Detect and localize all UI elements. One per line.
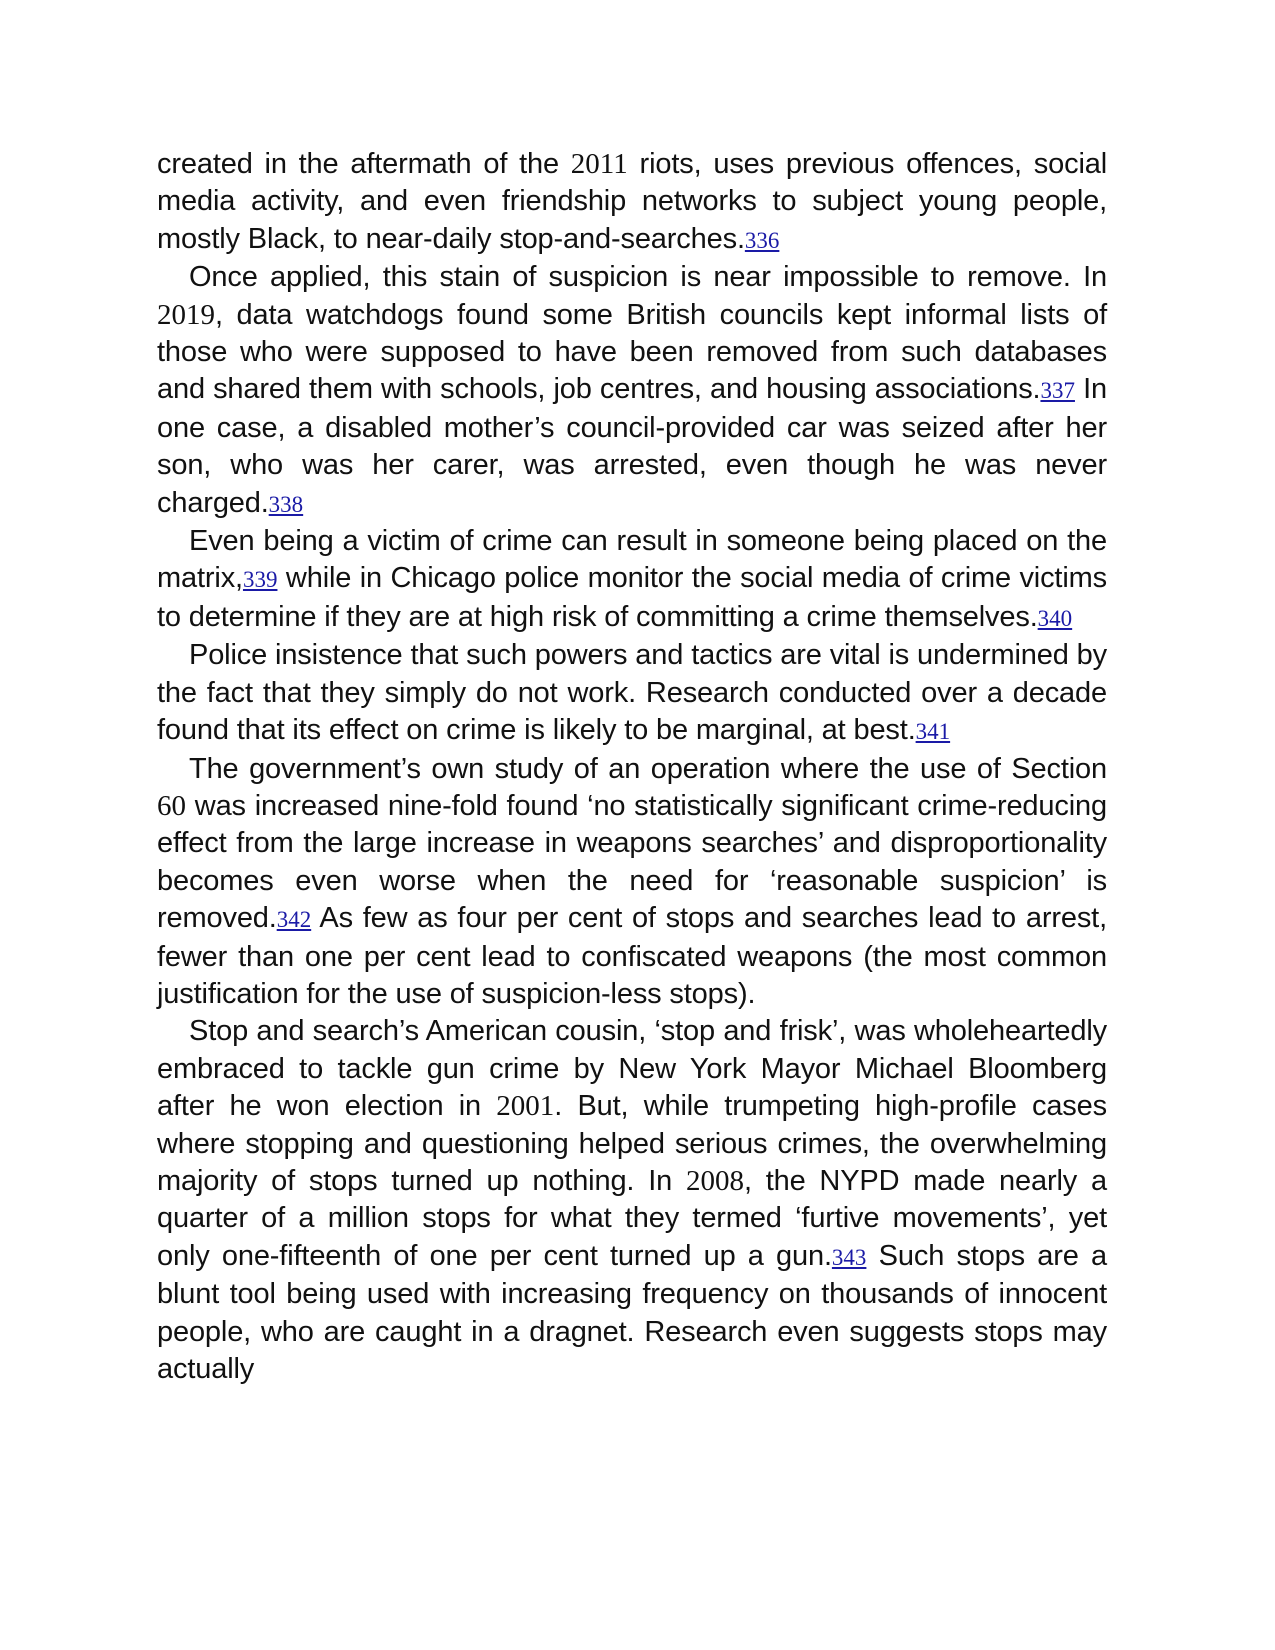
text-run: , data watchdogs found some British councils kept informal lists of those who were supposed to have been removed from such databases and shared them with schools, job centres, and housing associations. <box>157 298 1107 406</box>
footnote-link-337[interactable]: 337 <box>1040 378 1075 404</box>
text-run: Once applied, this stain of suspicion is near impossible to remove. In <box>189 261 1107 294</box>
paragraph-3 <box>157 523 1107 637</box>
document-page <box>157 146 1107 1388</box>
text-run: Even being a victim of crime can result in someone being placed on the matrix, <box>157 525 1107 595</box>
text-run: As few as four per cent of stops and searches lead to arrest, fewer than one per cent lead to confiscated weapons (the most common justification for the use of suspicion-less stops). <box>157 902 1107 1010</box>
footnote-link-338[interactable]: 338 <box>268 491 304 517</box>
footnote-link-340[interactable]: 340 <box>1037 605 1073 631</box>
section-number-60: 60 <box>157 789 186 822</box>
year-2011: 2011 <box>570 148 628 180</box>
paragraph-6 <box>157 1013 1107 1388</box>
footnote-link-341[interactable]: 341 <box>915 719 951 745</box>
text-run: while in Chicago police monitor the social media of crime victims to determine if they are at high risk of committing a crime themselves. <box>157 562 1107 633</box>
year-2008: 2008 <box>685 1164 744 1197</box>
text-run: . But, while trumpeting high-profile cases where stopping and questioning helped serious crimes, the overwhelming majority of stops turned up nothing. In <box>157 1090 1107 1197</box>
text-run: riots, uses previous offences, social media activity, and even friendship networks to subject young people, mostly Black, to near-daily stop-and-searches. <box>157 148 1108 255</box>
footnote-link-339[interactable]: 339 <box>242 567 278 593</box>
text-run: Such stops are a blunt tool being used with increasing frequency on thousands of innocent people, who are caught in a dragnet. Research even suggests stops may actually <box>157 1239 1107 1385</box>
text-run: Police insistence that such powers and tactics are vital is undermined by the fact that they simply do not work. Research conducted over a decade found that its effect on crime is likely to be marginal, at best. <box>157 639 1107 747</box>
footnote-link-342[interactable]: 342 <box>276 907 312 933</box>
text-run: created in the aftermath of the <box>157 148 571 180</box>
paragraph-2 <box>157 259 1107 523</box>
text-run: In one case, a disabled mother’s council-provided car was seized after her son, who was her carer, was arrested, even though he was never charged. <box>157 373 1107 519</box>
footnote-link-336[interactable]: 336 <box>744 227 780 253</box>
year-2001: 2001 <box>496 1090 555 1123</box>
text-run: was increased nine-fold found ‘no statistically significant crime-reducing effect from the large increase in weapons searches’ and disproportionality becomes even worse when the need for ‘reasonable suspicion’ is removed. <box>157 789 1107 935</box>
text-run: , the NYPD made nearly a quarter of a million stops for what they termed ‘furtive movements’, yet only one-fifteenth of one per cent turned up a gun. <box>157 1164 1107 1272</box>
paragraph-4 <box>157 637 1107 750</box>
text-run: Stop and search’s American cousin, ‘stop and frisk’, was wholeheartedly embraced to tackle gun crime by New York Mayor Michael Bloomberg after he won election in <box>157 1015 1107 1123</box>
paragraph-5 <box>157 751 1107 1014</box>
paragraph-1 <box>157 146 1107 259</box>
year-2019: 2019 <box>157 298 215 331</box>
footnote-link-343[interactable]: 343 <box>831 1244 867 1270</box>
text-run: The government’s own study of an operation where the use of Section <box>189 752 1107 785</box>
